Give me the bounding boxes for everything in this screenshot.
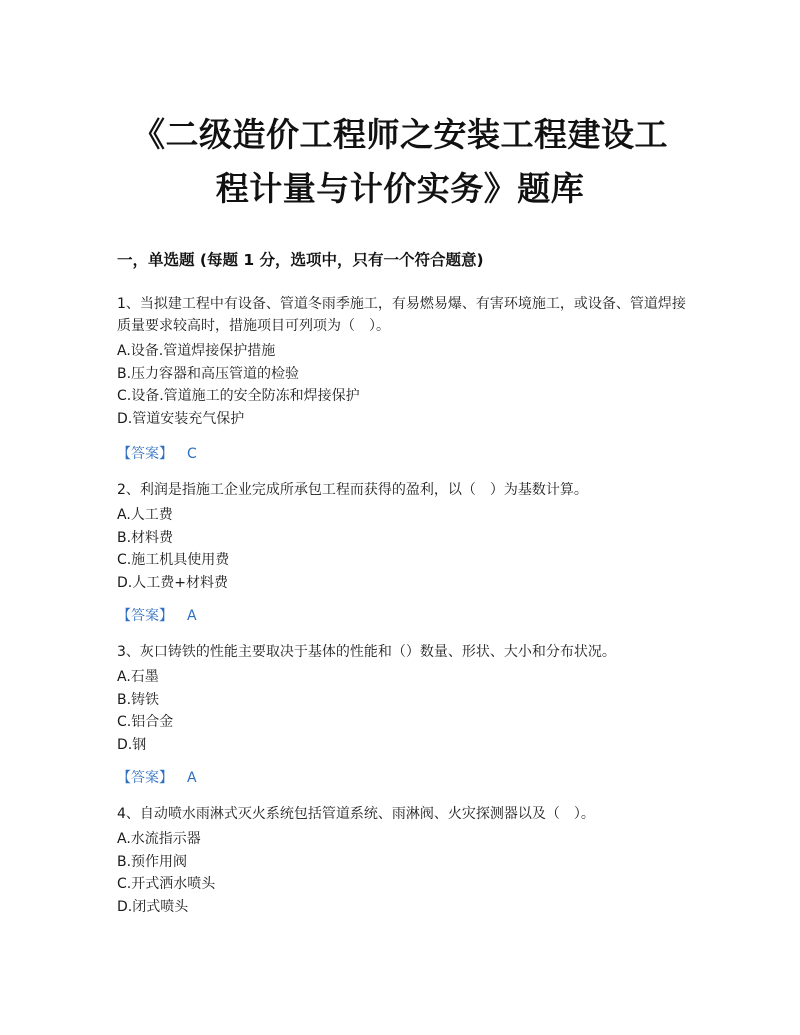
option-b: B.材料费	[117, 529, 174, 546]
answer-2	[117, 605, 197, 625]
question-stem: 2、利润是指施工企业完成所承包工程而获得的盈利，以（ ）为基数计算。	[117, 482, 588, 498]
answer-3	[117, 767, 197, 787]
option-c: C.铝合金	[117, 714, 174, 730]
option-a: A.水流指示器	[117, 831, 201, 847]
option-d: D.钢	[117, 736, 147, 753]
option-d: D.闭式喷头	[117, 898, 189, 915]
option-b: B.压力容器和高压管道的检验	[117, 365, 300, 382]
question-4	[117, 803, 687, 918]
option-d: D.管道安装充气保护	[117, 410, 245, 427]
section-heading: 一，单选题 (每题 1 分，选项中，只有一个符合题意)	[117, 251, 484, 269]
option-c: C.开式洒水喷头	[117, 876, 216, 892]
option-b: B.铸铁	[117, 691, 160, 708]
answer-label: 【答案】	[117, 446, 173, 462]
option-c: C.设备.管道施工的安全防冻和焊接保护	[117, 388, 360, 404]
option-b: B.预作用阀	[117, 853, 188, 870]
title-line-1: 《二级造价工程师之安装工程建设工	[132, 115, 668, 154]
question-3	[117, 641, 687, 756]
answer-value: A	[187, 608, 197, 624]
option-c: C.施工机具使用费	[117, 552, 230, 568]
answer-label: 【答案】	[117, 770, 173, 786]
question-stem: 4、自动喷水雨淋式灭火系统包括管道系统、雨淋阀、火灾探测器以及（ ）。	[117, 806, 595, 822]
answer-value: C	[187, 446, 197, 462]
option-d: D.人工费+材料费	[117, 574, 228, 591]
answer-1	[117, 443, 197, 463]
question-2	[117, 479, 687, 594]
answer-value: A	[187, 770, 197, 786]
document-title	[100, 108, 700, 216]
question-stem: 3、灰口铸铁的性能主要取决于基体的性能和（）数量、形状、大小和分布状况。	[117, 644, 616, 660]
option-a: A.石墨	[117, 669, 159, 685]
option-a: A.设备.管道焊接保护措施	[117, 343, 276, 359]
answer-label: 【答案】	[117, 608, 173, 624]
question-1	[117, 293, 687, 430]
question-stem: 1、当拟建工程中有设备、管道冬雨季施工，有易燃易爆、有害环境施工，或设备、管道焊接质量要求较高时，措施项目可列项为（ ）。	[117, 296, 686, 334]
option-a: A.人工费	[117, 507, 173, 523]
title-line-2: 程计量与计价实务》题库	[215, 169, 585, 208]
